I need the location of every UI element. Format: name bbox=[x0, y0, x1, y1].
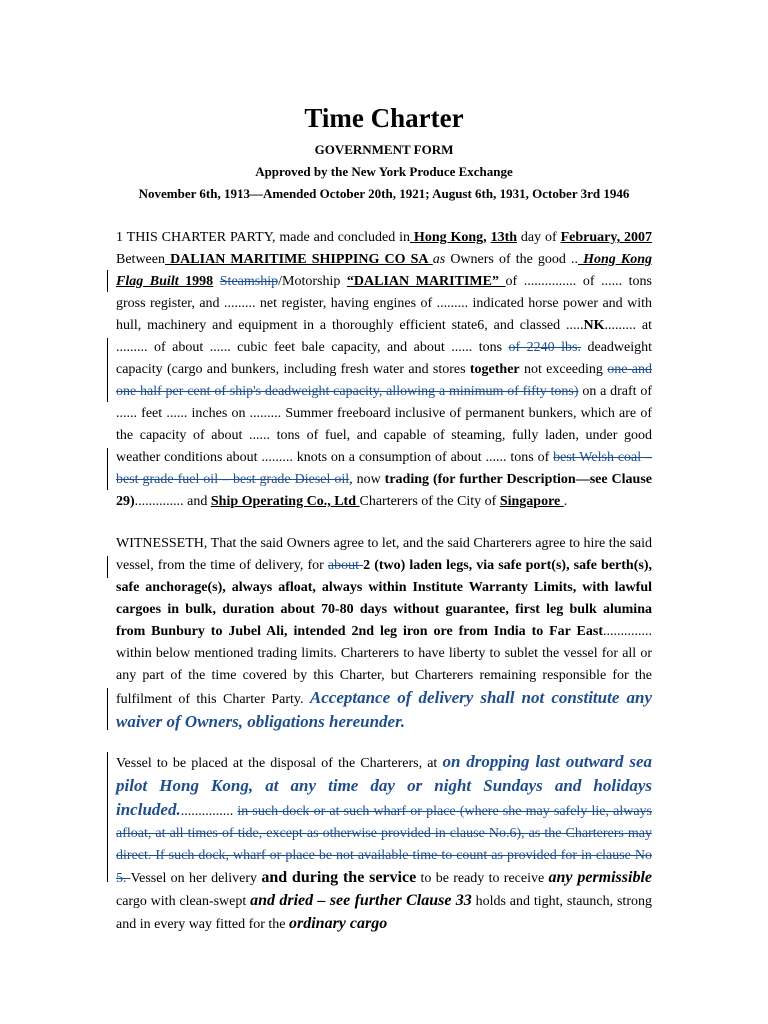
struck-text: one and one half per cent of ship's deadweight capacity, allowing a minimum of fifty tons) bbox=[116, 362, 652, 399]
text-run: day of bbox=[517, 230, 561, 245]
charter-party-paragraph bbox=[116, 227, 652, 513]
text-run: to be ready to receive bbox=[416, 871, 549, 886]
revision-bar bbox=[107, 688, 108, 730]
text-run: WITNESSETH, That the said Owners agree to let, and the said Charterers agree to hire the said vessel, from the time of delivery, for bbox=[116, 536, 652, 573]
text-run: cargo with clean-swept bbox=[116, 894, 251, 909]
text-run: together bbox=[469, 362, 520, 377]
struck-text: best Welsh coal – best grade fuel oil – best grade Diesel oil bbox=[116, 450, 652, 487]
amendment-dates: November 6th, 1913—Amended October 20th, 1921; August 6th, 1931, October 3rd 1946 bbox=[138, 186, 630, 201]
struck-text: in such dock or at such wharf or place (where she may safely lie, always afloat, at all times of tide, except as otherwise provided in clause No.6), as the Charterers may direct. If such dock, wharf or place be not available time to count as provided for in clause No 5. bbox=[116, 804, 652, 886]
text-run: .............. within below mentioned trading limits. Charterers to have liberty to sublet the vessel for all or any part of the time covered by this Charter, but Charterers remaining responsible for the fulfilment of this Charter Party. bbox=[116, 624, 652, 707]
struck-text: of 2240 lbs. bbox=[508, 340, 581, 355]
approval-line: Approved by the New York Produce Exchange bbox=[255, 164, 513, 179]
charterer-name-field: Ship Operating Co., Ltd bbox=[210, 494, 360, 509]
text-run: /Motorship bbox=[278, 274, 347, 289]
text-run: deadweight capacity (cargo and bunkers, including fresh water and stores bbox=[116, 340, 653, 377]
form-subtitle: GOVERNMENT FORM bbox=[314, 142, 454, 157]
text-run: holds and tight, staunch, strong and in every way fitted for the bbox=[116, 894, 652, 932]
inserted-clause: Acceptance of delivery shall not constitute any waiver of Owners, obligations hereunder. bbox=[116, 688, 653, 731]
inserted-clause: on dropping last outward sea pilot Hong Kong, at any time day or night Sundays and holidays included. bbox=[116, 752, 652, 819]
witnesseth-paragraph bbox=[116, 533, 652, 735]
city-field: Singapore bbox=[499, 494, 564, 509]
revision-bar bbox=[107, 338, 108, 402]
date-field: February, 2007 bbox=[560, 230, 652, 245]
revision-bar bbox=[107, 752, 108, 882]
text-run bbox=[213, 274, 220, 289]
struck-text: about bbox=[327, 558, 364, 573]
text-run: ......... at ......... of about ...... cubic feet bale capacity, and about ...... tons bbox=[116, 318, 652, 355]
inserted-text: and dried – see further Clause 33 bbox=[250, 892, 472, 909]
text-run: Between bbox=[116, 252, 165, 267]
text-run: 1 THIS CHARTER PARTY, made and concluded in bbox=[116, 230, 411, 245]
place-field: Hong Kong, bbox=[410, 230, 487, 245]
revision-bar bbox=[107, 448, 108, 490]
text-run: ............... bbox=[180, 804, 238, 819]
owner-name-field: DALIAN MARITIME SHIPPING CO SA bbox=[164, 252, 433, 267]
day-field: 13th bbox=[490, 230, 518, 245]
text-run: Vessel to be placed at the disposal of the Charterers, at bbox=[116, 756, 443, 771]
flag-field: Hong Kong Flag Built bbox=[116, 252, 652, 289]
text-run: , now bbox=[349, 472, 385, 487]
text-run: .............. and bbox=[134, 494, 211, 509]
trading-clause: trading (for further Description—see Clause 29) bbox=[116, 472, 652, 509]
revision-bar bbox=[107, 270, 108, 292]
document-title: Time Charter bbox=[304, 103, 464, 133]
build-year-field: 1998 bbox=[178, 274, 214, 289]
struck-text: Steamship bbox=[219, 274, 279, 289]
text-run: Charterers of the City of bbox=[359, 494, 500, 509]
text-run: not exceeding bbox=[519, 362, 608, 377]
inserted-text: and during the service bbox=[261, 869, 417, 886]
text-run: on a draft of ...... feet ...... inches on ......... Summer freeboard inclusive of permanent bunkers, which are of the capacity of about ...... tons of fuel, and capable of steaming, fully laden, under good weather conditions about ......... knots on a consumption of about ...... tons of bbox=[116, 384, 652, 465]
voyage-terms: 2 (two) laden legs, via safe port(s), safe berth(s), safe anchorage(s), always afloat, always within Institute Warranty Limits, with lawful cargoes in bulk, duration about 70-80 days without guarantee, first leg bulk alumina from Bunbury to Jubel Ali, intended 2nd leg iron ore from India to Far East bbox=[116, 558, 652, 639]
delivery-paragraph bbox=[116, 751, 652, 936]
inserted-text: any permissible bbox=[548, 869, 652, 886]
class-field: NK bbox=[583, 318, 605, 333]
text-run: Owners of the good .. bbox=[445, 252, 579, 267]
inserted-text: ordinary cargo bbox=[289, 915, 388, 932]
text-run: Vessel on her delivery bbox=[130, 871, 262, 886]
revision-bar bbox=[107, 556, 108, 578]
text-run: . bbox=[563, 494, 568, 509]
text-run: as bbox=[432, 252, 446, 267]
text-run: of ............... of ...... tons gross register, and ......... net register, having engines of ......... indicated horse power and with hull, machinery and equipment in a thoroughly efficient state6, and classed ..... bbox=[116, 274, 652, 333]
vessel-name-field: “DALIAN MARITIME” bbox=[346, 274, 506, 289]
